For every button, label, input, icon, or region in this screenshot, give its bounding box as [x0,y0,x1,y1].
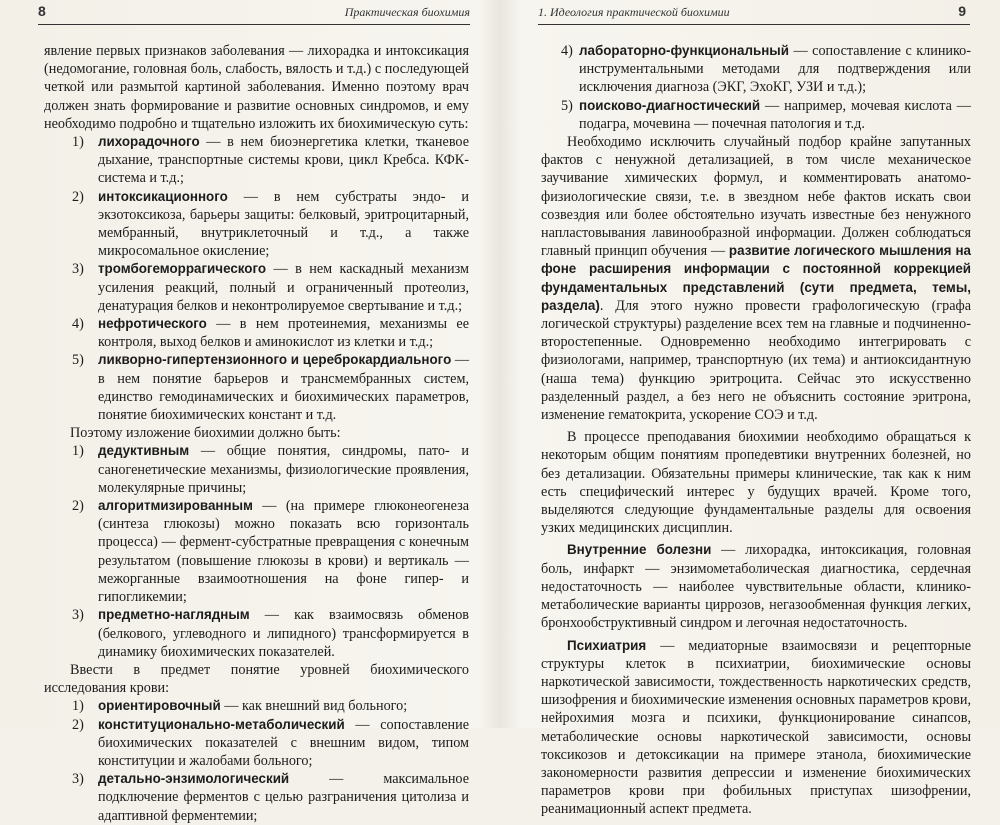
principle-paragraph: Необходимо исключить случайный подбор крайне запутанных фактов с ненужной детализацией, в том числе механическое заучивание химических формул, и комментировать анатомо-физиологические связи, т.е. в звездном небе фактов искать свои созвездия или более обстоятельно изучать известные без ненужного напластовывания лавинообразной информации. Должен соблюдаться главный принцип обучения — развитие логического мышления на фоне расширения информации с постоянной коррекцией фундаментальных представлений (сути предмета, темы, раздела). Для этого нужно провести графологическую (графа логической структуры) разделение всех тем на главные и подчиненно-второстепенные. Одновременно необходимо интегрировать с физиологами, например, транспортную (их тема) и антиоксидантную (наша тема) функцию эритроцита. Сейчас это искусственно разделенный раздел, а без него не объяснить состояние эритрона, изменение гематокрита, ускорение СОЭ и т.д. [541,134,971,424]
term: предметно-наглядным [98,607,250,623]
right-page-number: 9 [958,3,966,19]
term: поисково-диагностический [579,97,761,113]
term: дедуктивным [98,443,190,459]
levels-intro: Ввести в предмет понятие уровней биохимического исследования крови: [44,661,469,697]
list-item: 5) поисково-диагностический — например, мочевая кислота — подагра, мочевина — почечная патология и т.д. [561,97,971,132]
list-item: 1) дедуктивным — общие понятия, синдромы, пато- и саногенетические механизмы, физиологические проявления, молекулярные причины; [72,443,469,496]
psychiatry-paragraph: Психиатрия — медиаторные взаимосвязи и рецепторные структуры клеток в психиатрии, биохимические основы наркотической зависимости, тождественность наркотических средств, шизофрения и биохимические изменения основных параметров крови, нейрохимия мозга и психики, функционирование синапсов, метаболические основы наркотической зависимости, основы токсикозов и детоксикации на примере этанола, биохимические закономерности развития депрессии и изменение биохимических параметров крови при фобильных приступах шизофрении, реанимационный аспект предмета. [541,637,971,818]
list-item: 4) лабораторно-функциональный — сопоставление с клинико-инструментальными методами для подтверждения или исключения диагноза (ЭКГ, ЭхоКГ, УЗИ и т.д.); [561,43,971,96]
term: ориентировочный [98,698,221,714]
term: ликворно-гипертензионного и цереброкардиального [98,352,452,368]
term: детально-энзимологический [98,771,290,787]
term: лабораторно-функциональный [579,43,789,58]
teaching-paragraph: В процессе преподавания биохимии необходимо обращаться к некоторым общим понятиям пропедевтики внутренних болезней, но без детализации. Обязательны примеры клинические, так как к ним есть специфический интерес у будущих врачей. Кроме того, выделяются следующие фундаментальные разделы для освоения узких медицинских дисциплин. [541,429,971,537]
left-running-title: Практическая биохимия [344,5,470,19]
list-item: 2) интоксикационного — в нем субстраты эндо- и экзотоксикоза, барьеры защиты: белковый, эритроцитарный, мембранный, внутриклеточный и т.д., а также микросомальное окисление; [72,188,469,260]
right-page-body [541,42,971,819]
term: Психиатрия [567,637,647,653]
list-item: 1) ориентировочный — как внешний вид больного; [72,698,408,715]
internal-diseases-paragraph: Внутренние болезни — лихорадка, интоксикация, головная боль, инфаркт — энзимометаболическая диагностика, сердечная недостаточность — наиболее чувствительные области, клинико-метаболические варианты циррозов, негазообменная функция легких, бронхообструктивный синдром и легочная недостаточность. [541,542,971,632]
left-page [0,0,500,824]
right-running-header [538,2,970,25]
left-page-body [44,42,469,825]
list-item: 3) тромбогеморрагического — в нем каскадный механизм усиления реакций, полный и ограниченный протеолиз, денатурация белков и неконтролируемое свертывание и т.д.; [72,261,469,314]
intro-paragraph: явление первых признаков заболевания — лихорадка и интоксикация (недомогание, головная боль, слабость, вялость и т.д.) с последующей четкой или размытой картиной заболевания. Именно поэтому врач должен знать формирование и развитие основных синдромов, и ему необходимо подробно и тщательно изложить их биохимическую суть: [44,43,469,132]
list-item: 4) нефротического — в нем протеинемия, механизмы ее контроля, выход белков и аминокислот из клетки и т.д.; [72,316,469,351]
list-item: 2) алгоритмизированным — (на примере глюконеогенеза (синтеза глюкозы) можно показать всю горизонталь процесса) — фермент-субстратные превращения с конечным результатом (повышение глюкозы в крови) и вертикаль — межорганные взаимоотношения на фоне гипер- и гипогликемии; [72,498,469,606]
term: нефротического [98,316,207,332]
list-item: 2) конституционально-метаболический — сопоставление биохимических показателей с внешним видом, типом конституции и жалобами больного; [72,716,469,769]
left-page-number: 8 [38,3,46,19]
term: лихорадочного [98,134,200,150]
list-item: 3) предметно-наглядным — как взаимосвязь обменов (белкового, углеводного и липидного) трансформируется в динамику биохимических показателей. [72,607,469,660]
term: интоксикационного [98,188,228,204]
list-item: 1) лихорадочного — в нем биоэнергетика клетки, тканевое дыхание, транспортные системы крови, цикл Кребса. КФК-система и т.д.; [72,134,469,187]
term: Внутренние болезни [567,542,712,558]
term: алгоритмизированным [98,498,253,514]
right-page [500,0,1000,818]
list-item: 5) ликворно-гипертензионного и цереброкардиального — в нем понятие барьеров и трансмембранных систем, единство гемодинамических и биохимических параметров, понятие биохимических констант и т.д. [72,352,469,424]
left-running-header [38,2,470,25]
principle-emphasis: развитие логического мышления на фоне расширения информации с постоянной коррекцией фундаментальных представлений (сути предмета, темы, раздела) [541,243,971,313]
exposition-intro: Поэтому изложение биохимии должно быть: [70,425,341,442]
term: тромбогеморрагического [98,261,267,277]
term: конституционально-метаболический [98,716,345,732]
list-item: 3) детально-энзимологический — максимальное подключение ферментов с целью разграничения цитолиза и адаптивной ферментемии; [72,771,469,824]
right-running-title: 1. Идеология практической биохимии [538,5,730,19]
